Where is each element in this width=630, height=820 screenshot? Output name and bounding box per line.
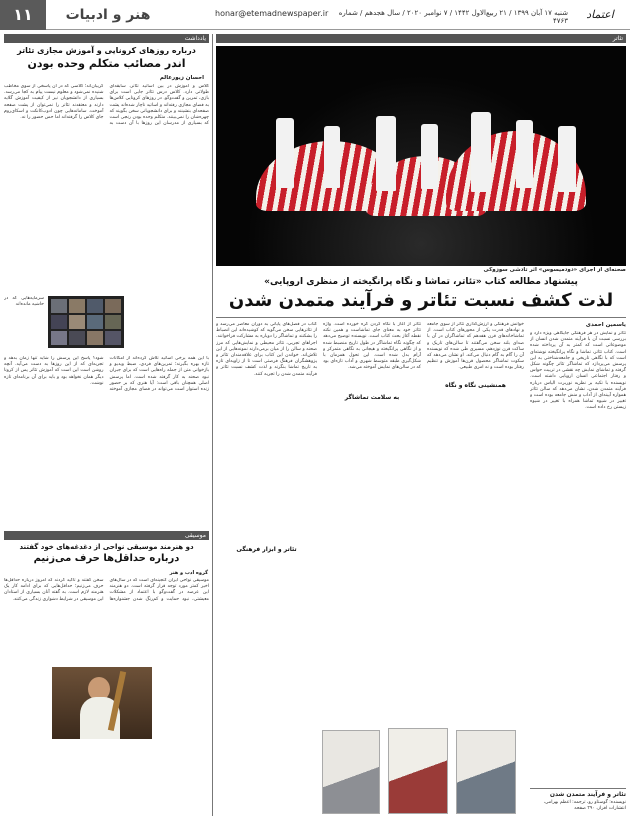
article-col-2b: [427, 391, 524, 721]
music-body-left: [4, 667, 48, 817]
left-body-side: [128, 290, 209, 354]
col2-heading: همنشینی نگاه و نگاه: [445, 382, 506, 389]
left-body-wrap: سرمایه‌هایی که در حاشیه مانده‌اند: [4, 296, 44, 308]
music-section-bar: موسیقی: [4, 531, 209, 540]
article-col-3: تئاتر از آغاز با نگاه کردن گره خورده است. واژه تئاتر خود به معنای جای تماشاست و همین نکته نقطه آغاز بحث کتاب است. نویسنده توضیح می‌دهد که چگونه نگاه تماشاگر در طول تاریخ منضبط شده و از نگاهی پرانگیخته و هیجانی به نگاهی متمرکز و آرام بدل شده است. این تحول همزمان با شکل‌گیری طبقه متوسط شهری و آداب تازه‌ای بود که در سالن‌های نمایش آموخته می‌شد.: [323, 322, 421, 371]
section-title: هنر و ادبیات: [65, 7, 151, 23]
music-body: موسیقی نواحی ایران گنجینه‌ای است که در سال‌های اخیر کمتر مورد توجه قرار گرفته است. دو هنرمند این عرصه در گفت‌وگو با اعتماد از مشکلات معیشتی، نبود حمایت و کم‌رنگ شدن جشنواره‌ها سخن گفتند و تاکید کردند که امروز درباره حداقل‌ها حرف می‌زنیم؛ حداقل‌هایی که برای ادامه کار یک هنرمند لازم است. به گفته آنان بسیاری از استادان این موسیقی در شرایط دشواری زندگی می‌کنند.: [4, 578, 209, 602]
article-col-4c: [216, 726, 314, 816]
newspaper-logo: اعتماد: [586, 8, 614, 21]
section-email[interactable]: honar@etemadnewspaper.ir: [215, 9, 329, 18]
main-author: یاسمین احمدی: [585, 322, 626, 328]
music-body-right: [156, 667, 209, 817]
theatre-section-bar: تئاتر: [216, 34, 626, 43]
left-author: احسان زیورعالم: [159, 75, 204, 81]
theatre-stage-photo: [216, 46, 626, 266]
book-cover-photo: [318, 726, 524, 816]
article-col-3b: [323, 403, 421, 721]
article-col-4b: [216, 555, 317, 721]
photo-caption: صحنه‌ای از اجرای «دودمیسوس» اثر تادشی سوزوکی: [483, 267, 626, 273]
left-body-1: کلاس و آموزش در بین اساتید تئاتر، سابقه‌ای طولانی دارد. کلاس درس تئاتر جایی است برای بازی، تمرین و گفت‌وگو. در روزهای کرونایی کلاس‌ها به فضای مجازی رفته‌اند و اساتید ناچار شده‌اند پشت صفحه‌ای بنشینند و برای دانشجویانی سخن بگویند که چهره‌شان را نمی‌بینند. متکلم وحده بودن رنجی است که بسیاری از مدرسان این روزها با آن دست به گریبان‌اند؛ کلاسی که در آن پاسخی از سوی مخاطب شنیده نمی‌شود و معلوم نیست پیام به کجا می‌رسد. بسیاری از دانشجویان نیز از کیفیت آموزش گلایه دارند و معتقدند تئاتر را نمی‌توان از پشت صفحه آموخت. سامانه‌هایی چون ادوب‌کانکت و اسکای‌روم جای کلاس را گرفته‌اند اما حس حضور را نه.: [4, 84, 209, 127]
main-headline: لذت کشف نسبت تئاتر و فرآیند متمدن شدن: [228, 290, 614, 311]
music-kicker: دو هنرمند موسیقی نواحی از دغدغه‌های خود گفتند: [19, 543, 194, 551]
left-kicker: درباره روزهای کرونایی و آموزش مجازی تئاتر: [17, 46, 196, 55]
book-box-text: نویسنده: گوستاو رو، ترجمه: اعظم بهرامی، انتشارات افراز، ۲۹۰ صفحه: [543, 800, 626, 811]
column-divider: [212, 34, 213, 816]
page-number: ۱۱: [0, 0, 46, 30]
book-box-title: تئاتر و فرآیند متمدن شدن: [549, 791, 626, 798]
left-section-bar: یادداشت: [4, 34, 209, 43]
left-body-2: با این همه برخی اساتید تلاش کرده‌اند از امکانات تازه بهره بگیرند؛ تمرین‌های فردی، ضبط ویدیو و بازخوانی متن از جمله راه‌هایی است که برای جبران نبود صحنه به کار گرفته شده است. اما پرسش اصلی همچنان باقی است: آیا هنری که بر حضور زنده استوار است می‌تواند در فضای مجازی آموخته شود؟ پاسخ این پرسش را شاید تنها زمان بدهد و تجربه‌ای که از این روزها به دست می‌آید. آنچه روشن است این است که آموزش تئاتر پس از کرونا دیگر همان نخواهد بود و باید برای آن برنامه‌ای تازه نوشت.: [4, 356, 209, 393]
music-headline: درباره حداقل‌ها حرف می‌زنیم: [33, 553, 180, 564]
article-col-1: تئاتر و نمایش در هر فرهنگی جایگاهی ویژه دارد و بررسی نسبت آن با فرآیند متمدن شدن انسان از موضوعاتی است که کمتر به آن پرداخته شده است. کتاب تئاتر، تماشا و نگاه پرانگیخته نوشته‌ای است که با نگاهی تاریخی و جامعه‌شناختی به این پرسش می‌پردازد که تماشاگر تئاتر چگونه شکل گرفته و تماشای نمایش چه نقشی در تربیت حواس و رفتار اجتماعی انسان اروپایی داشته است. نویسنده با تکیه بر نظریه نوربرت الیاس درباره فرآیند متمدن شدن، نشان می‌دهد که سالن تئاتر همواره آیینه‌ای از آداب و منش جامعه بوده است و تغییر در شیوه تماشا همراه با تغییر در شیوه زیستن رخ داده است.: [530, 331, 626, 411]
musician-photo: [52, 667, 152, 739]
box-rule: [530, 788, 626, 789]
col3-heading: به سلامت تماشاگر: [344, 394, 400, 401]
issue-info: شنبه ۱۷ آبان ۱۳۹۹ / ۲۱ ربیع‌الاول ۱۴۴۲ / ۷ نوامبر ۲۰۲۰ / سال هجدهم / شماره ۴۷۶۳: [338, 9, 568, 25]
main-kicker: پیشنهاد مطالعه کتاب «تئاتر، تماشا و نگاه پرانگیخته از منظری اروپایی»: [264, 277, 578, 287]
page-header: [0, 0, 630, 30]
article-col-2: خوانش فرهنگی و ارزش‌گذاری تئاتر از سوی جامعه و نهادهای قدرت یکی از محورهای کتاب است. از تماشاخانه‌های قرن هفدهم که تماشاگران در آن با صدای بلند سخن می‌گفتند تا سالن‌های تاریک و ساکت قرن نوزدهم، مسیری طی شده که نویسنده آن را گام به گام دنبال می‌کند. او نشان می‌دهد که سکوت تماشاگر محصول قرن‌ها آموزش و تنظیم رفتار بوده است و نه امری طبیعی.: [427, 322, 524, 371]
zoom-grid-photo: [48, 296, 124, 348]
headline-rule: [216, 317, 626, 318]
col4-heading: تئاتر و ابزار فرهنگی: [236, 546, 297, 553]
music-byline: گروه ادب و هنر: [169, 570, 208, 576]
article-col-4: کتاب در فصل‌های پایانی به دوران معاصر می‌رسد و از تئاترهایی سخن می‌گوید که کوشیده‌اند این انضباط را بشکنند و تماشاگر را دوباره به مشارکت فراخوانند. اجراهای تجربی، تئاتر محیطی و نمایش‌هایی که مرز صحنه و سالن را از میان برمی‌دارند نمونه‌هایی از این تلاش‌اند. خواندن این کتاب برای علاقه‌مندان تئاتر و پژوهشگران فرهنگ فرصتی است تا از زاویه‌ای تازه به تاریخ تماشا بنگرند و لذت کشف نسبت تئاتر و فرآیند متمدن شدن را تجربه کنند.: [216, 322, 317, 377]
left-headline: اندر مصائب متکلم وحده بودن: [27, 57, 186, 70]
music-body-bottom: [52, 743, 152, 817]
